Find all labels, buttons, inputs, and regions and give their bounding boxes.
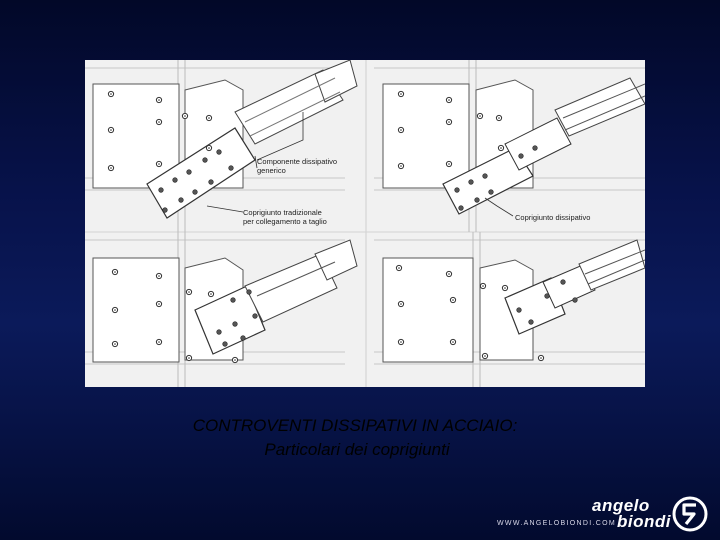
callout-traditional-cover-text: Coprigiunto tradizionale — [243, 208, 322, 217]
bracing-detail-figure — [85, 60, 645, 387]
callout-generic-component-text: Componente dissipativo — [257, 157, 338, 166]
callout-dissipative-cover — [515, 213, 590, 222]
callout-traditional-cover — [243, 208, 327, 226]
callout-traditional-cover-text-line: per collegamento a taglio — [243, 217, 327, 226]
callout-dissipative-cover-text: Coprigiunto dissipativo — [515, 213, 591, 222]
caption-title: CONTROVENTI DISSIPATIVI IN ACCIAIO: — [192, 416, 518, 435]
callout-generic-component-text-line: generico — [257, 166, 286, 175]
brand-logo-icon — [672, 496, 708, 532]
brand-name-line1: angelo — [592, 496, 650, 515]
caption-subtitle: Particolari dei coprigiunti — [264, 440, 450, 459]
brand-url: WWW.ANGELOBIONDI.COM — [497, 520, 616, 527]
brand-name-line2: biondi — [617, 512, 671, 531]
bracing-drawings — [85, 60, 645, 387]
